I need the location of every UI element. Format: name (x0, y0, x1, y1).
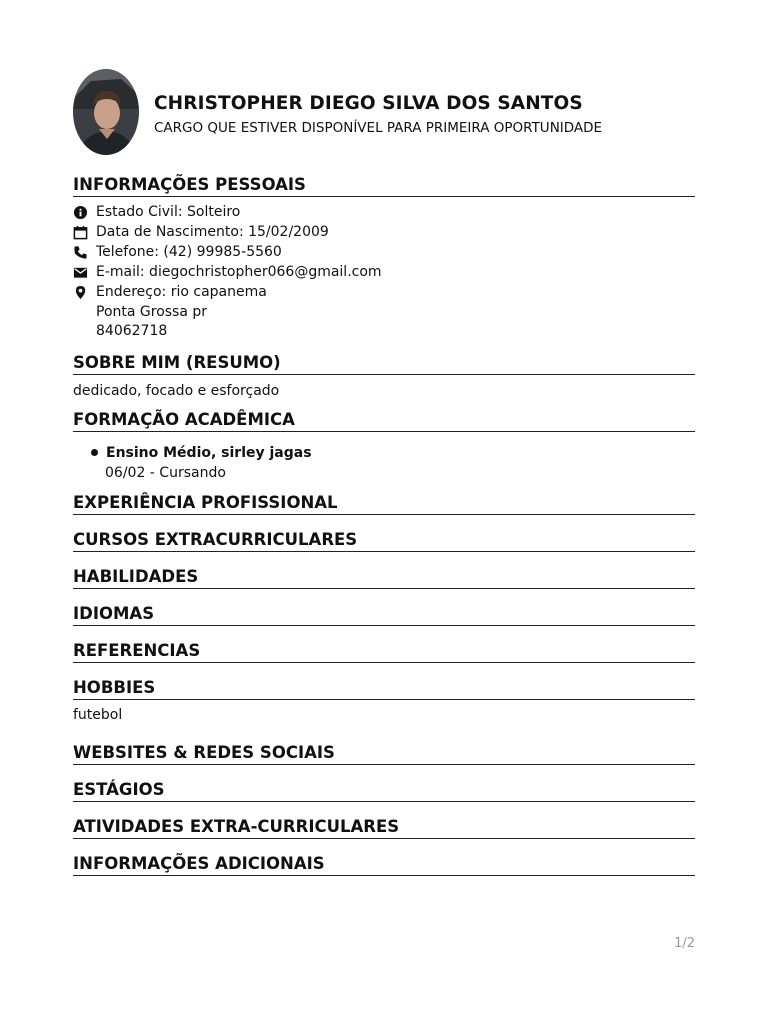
section-education (73, 406, 695, 432)
section-title: INFORMAÇÕES ADICIONAIS (73, 854, 325, 873)
section-title: CURSOS EXTRACURRICULARES (73, 530, 358, 549)
section-skills (73, 563, 695, 589)
section-personal-info (73, 171, 695, 197)
section-title: SOBRE MIM (RESUMO) (73, 353, 281, 372)
section-title: IDIOMAS (73, 604, 155, 623)
candidate-name: CHRISTOPHER DIEGO SILVA DOS SANTOS (154, 93, 583, 114)
hobbies-text: futebol (73, 707, 123, 723)
address-line-3: 84062718 (96, 323, 168, 339)
section-experience (73, 489, 695, 515)
desired-position: CARGO QUE ESTIVER DISPONÍVEL PARA PRIMEIRA OPORTUNIDADE (154, 120, 603, 136)
education-item (89, 443, 589, 485)
section-title: WEBSITES & REDES SOCIAIS (73, 743, 335, 762)
avatar (73, 69, 139, 155)
phone-icon (73, 245, 88, 260)
section-title: EXPERIÊNCIA PROFISSIONAL (73, 493, 338, 512)
resume-page (73, 0, 695, 1024)
section-title: HABILIDADES (73, 567, 199, 586)
email-text: E-mail: diegochristopher066@gmail.com (96, 264, 382, 280)
section-title: ATIVIDADES EXTRA-CURRICULARES (73, 817, 400, 836)
section-hobbies (73, 674, 695, 700)
phone-text: Telefone: (42) 99985-5560 (96, 244, 282, 260)
education-detail: 06/02 - Cursando (105, 465, 226, 481)
about-text: dedicado, focado e esforçado (73, 383, 280, 399)
section-title: HOBBIES (73, 678, 156, 697)
address-line-2: Ponta Grossa pr (96, 304, 208, 320)
page-number: 1/2 (674, 936, 695, 951)
marital-status-text: Estado Civil: Solteiro (96, 204, 241, 220)
section-websites (73, 739, 695, 765)
section-languages (73, 600, 695, 626)
section-title: INFORMAÇÕES PESSOAIS (73, 175, 306, 194)
address-line-1: Endereço: rio capanema (96, 284, 267, 300)
location-pin-icon (73, 285, 88, 300)
section-courses (73, 526, 695, 552)
birth-date-text: Data de Nascimento: 15/02/2009 (96, 224, 329, 240)
section-title: REFERENCIAS (73, 641, 201, 660)
section-activities (73, 813, 695, 839)
calendar-icon (73, 225, 88, 240)
bullet-icon (91, 449, 98, 456)
section-about (73, 349, 695, 375)
resume-header (73, 68, 695, 156)
section-title: FORMAÇÃO ACADÊMICA (73, 410, 295, 429)
info-icon (73, 205, 88, 220)
section-title: ESTÁGIOS (73, 780, 165, 799)
mail-icon (73, 265, 88, 280)
education-title: Ensino Médio, sirley jagas (106, 445, 312, 461)
section-references (73, 637, 695, 663)
section-internships (73, 776, 695, 802)
section-additional-info (73, 850, 695, 876)
